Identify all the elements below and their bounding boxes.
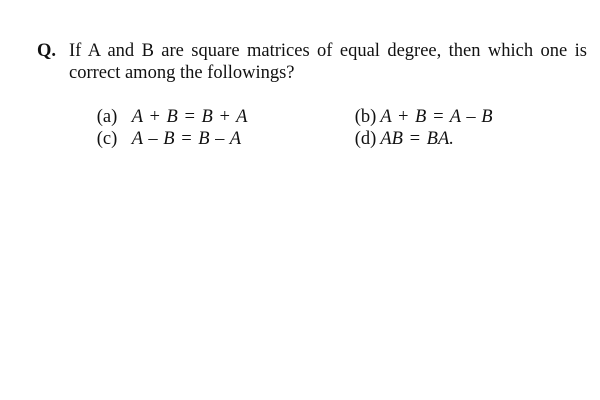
question-stem: If A and B are square matrices of equal degree, then which one is correct among the followings?: [69, 41, 587, 83]
option-c-label: (c): [96, 129, 118, 149]
question-block: [37, 40, 587, 149]
option-a-text: A + B = B + A: [131, 107, 248, 127]
option-d-text: AB = BA.: [380, 129, 454, 149]
options-list: [69, 84, 587, 149]
option-d: [327, 106, 454, 172]
option-b-text: A + B = A – B: [380, 107, 493, 127]
option-b-label: (b): [354, 107, 377, 127]
option-d-label: (d): [354, 129, 377, 149]
option-c: [69, 106, 241, 172]
option-a-label: (a): [96, 107, 118, 127]
question-label: Q.: [37, 41, 57, 61]
option-c-text: A – B = B – A: [131, 129, 242, 149]
